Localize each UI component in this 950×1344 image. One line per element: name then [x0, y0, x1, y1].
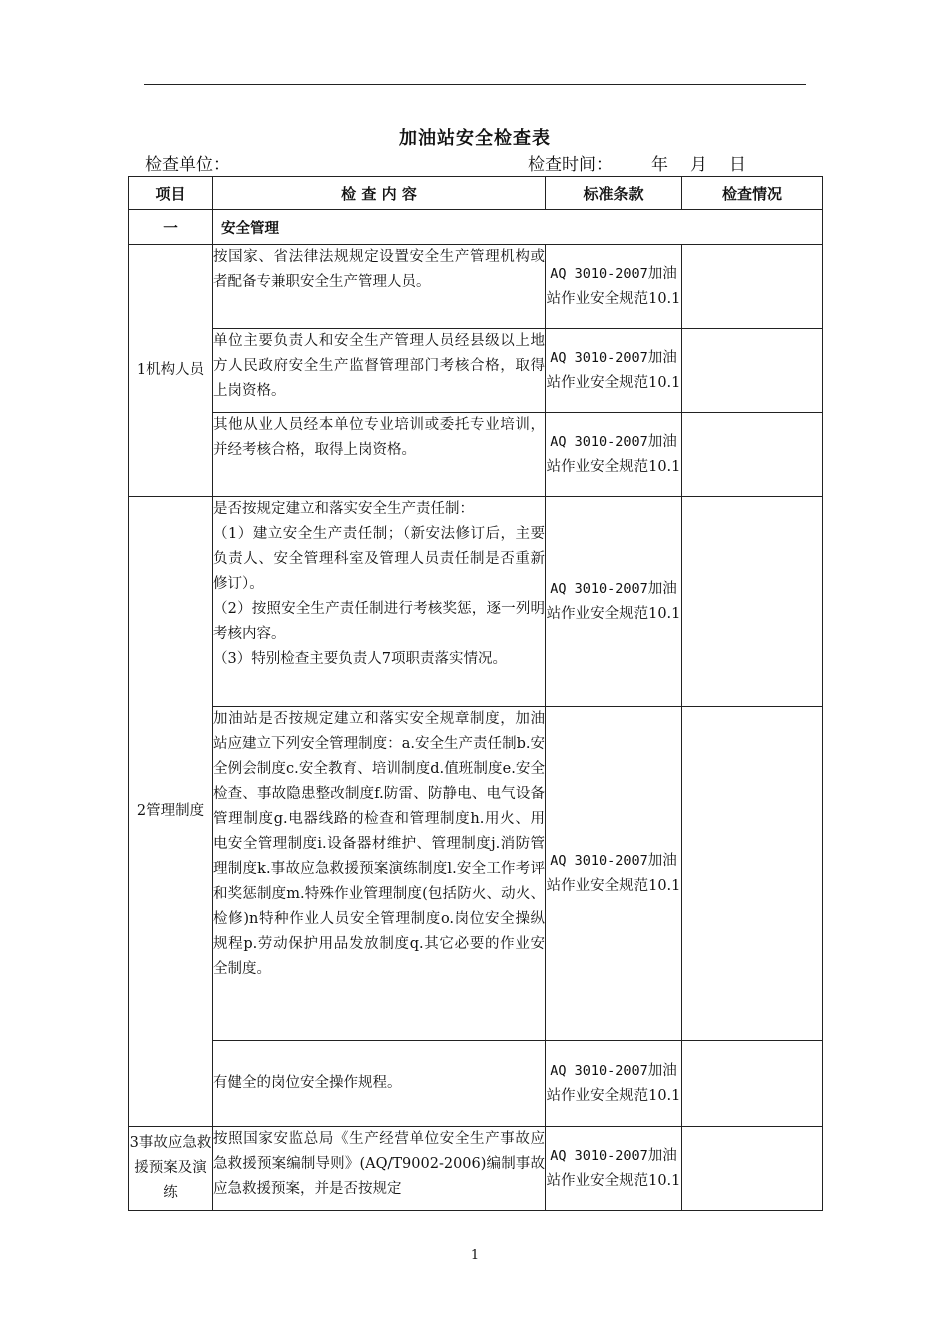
- month-label: 月: [690, 155, 707, 175]
- year-label: 年: [651, 155, 668, 175]
- standard-clause: AQ 3010-2007加油站作业安全规范10.1: [546, 329, 682, 413]
- check-result[interactable]: [682, 1041, 823, 1127]
- check-content: 按国家、省法律法规规定设置安全生产管理机构或者配备专兼职安全生产管理人员。: [213, 245, 546, 329]
- section-row: [129, 210, 823, 245]
- standard-clause: AQ 3010-2007加油站作业安全规范10.1: [546, 1041, 682, 1127]
- header-row: [129, 177, 823, 210]
- standard-clause: AQ 3010-2007加油站作业安全规范10.1: [546, 497, 682, 707]
- section-title: 安全管理: [213, 210, 823, 245]
- standard-clause: AQ 3010-2007加油站作业安全规范10.1: [546, 707, 682, 1041]
- table-row: [129, 497, 823, 707]
- check-content: 单位主要负责人和安全生产管理人员经县级以上地方人民政府安全生产监督管理部门考核合格，取得上岗资格。: [213, 329, 546, 413]
- standard-clause: AQ 3010-2007加油站作业安全规范10.1: [546, 1127, 682, 1211]
- table-row: [129, 329, 823, 413]
- check-content: 其他从业人员经本单位专业培训或委托专业培训，并经考核合格，取得上岗资格。: [213, 413, 546, 497]
- inspection-table: [128, 176, 823, 1211]
- inspection-time-label: 检查时间：: [528, 155, 613, 175]
- check-result[interactable]: [682, 329, 823, 413]
- header-result: 检查情况: [682, 177, 823, 210]
- document-title: 加油站安全检查表: [399, 128, 551, 149]
- check-result[interactable]: [682, 497, 823, 707]
- table-row: [129, 413, 823, 497]
- standard-clause: AQ 3010-2007加油站作业安全规范10.1: [546, 413, 682, 497]
- check-result[interactable]: [682, 413, 823, 497]
- day-label: 日: [729, 155, 746, 175]
- check-content: 加油站是否按规定建立和落实安全规章制度，加油站应建立下列安全管理制度：a.安全生产责任制b.安全例会制度c.安全教育、培训制度d.值班制度e.安全检查、事故隐患整改制度f.防雷、防静电、电气设备管理制度g.电器线路的检查和管理制度h.用火、用电安全管理制度i.设备器材维护、管理制度j.消防管理制度k.事故应急救援预案演练制度l.安全工作考评和奖惩制度m.特殊作业管理制度(包括防火、动火、检修)n特种作业人员安全管理制度o.岗位安全操纵规程p.劳动保护用品发放制度q.其它必要的作业安全制度。: [213, 707, 546, 1041]
- table-row: [129, 707, 823, 1041]
- inspection-time-line: [528, 150, 746, 175]
- table-row: [129, 245, 823, 329]
- group-name: 3事故应急救援预案及演练: [129, 1127, 213, 1211]
- table-row: [129, 1127, 823, 1211]
- group-name: 1机构人员: [129, 245, 213, 497]
- inspection-unit-label: 检查单位：: [145, 155, 230, 175]
- table-row: [129, 1041, 823, 1127]
- check-content: 有健全的岗位安全操作规程。: [213, 1041, 546, 1127]
- header-standard: 标准条款: [546, 177, 682, 210]
- check-result[interactable]: [682, 245, 823, 329]
- section-number: 一: [129, 210, 213, 245]
- check-content: 是否按规定建立和落实安全生产责任制： （1）建立安全生产责任制；（新安法修订后，主要负责人、安全管理科室及管理人员责任制是否重新修订）。 （2）按照安全生产责任制进行考核奖惩，逐一列明考核内容。 （3）特别检查主要负责人7项职责落实情况。: [213, 497, 546, 707]
- header-content: 检 查 内 容: [213, 177, 546, 210]
- page-number: 1: [470, 1248, 480, 1263]
- header-item: 项目: [129, 177, 213, 210]
- group-name: 2管理制度: [129, 497, 213, 1127]
- header-rule: [144, 84, 806, 85]
- check-content: 按照国家安监总局《生产经营单位安全生产事故应急救援预案编制导则》(AQ/T9002-2006)编制事故应急救援预案，并是否按规定: [213, 1127, 546, 1211]
- check-result[interactable]: [682, 1127, 823, 1211]
- standard-clause: AQ 3010-2007加油站作业安全规范10.1: [546, 245, 682, 329]
- check-result[interactable]: [682, 707, 823, 1041]
